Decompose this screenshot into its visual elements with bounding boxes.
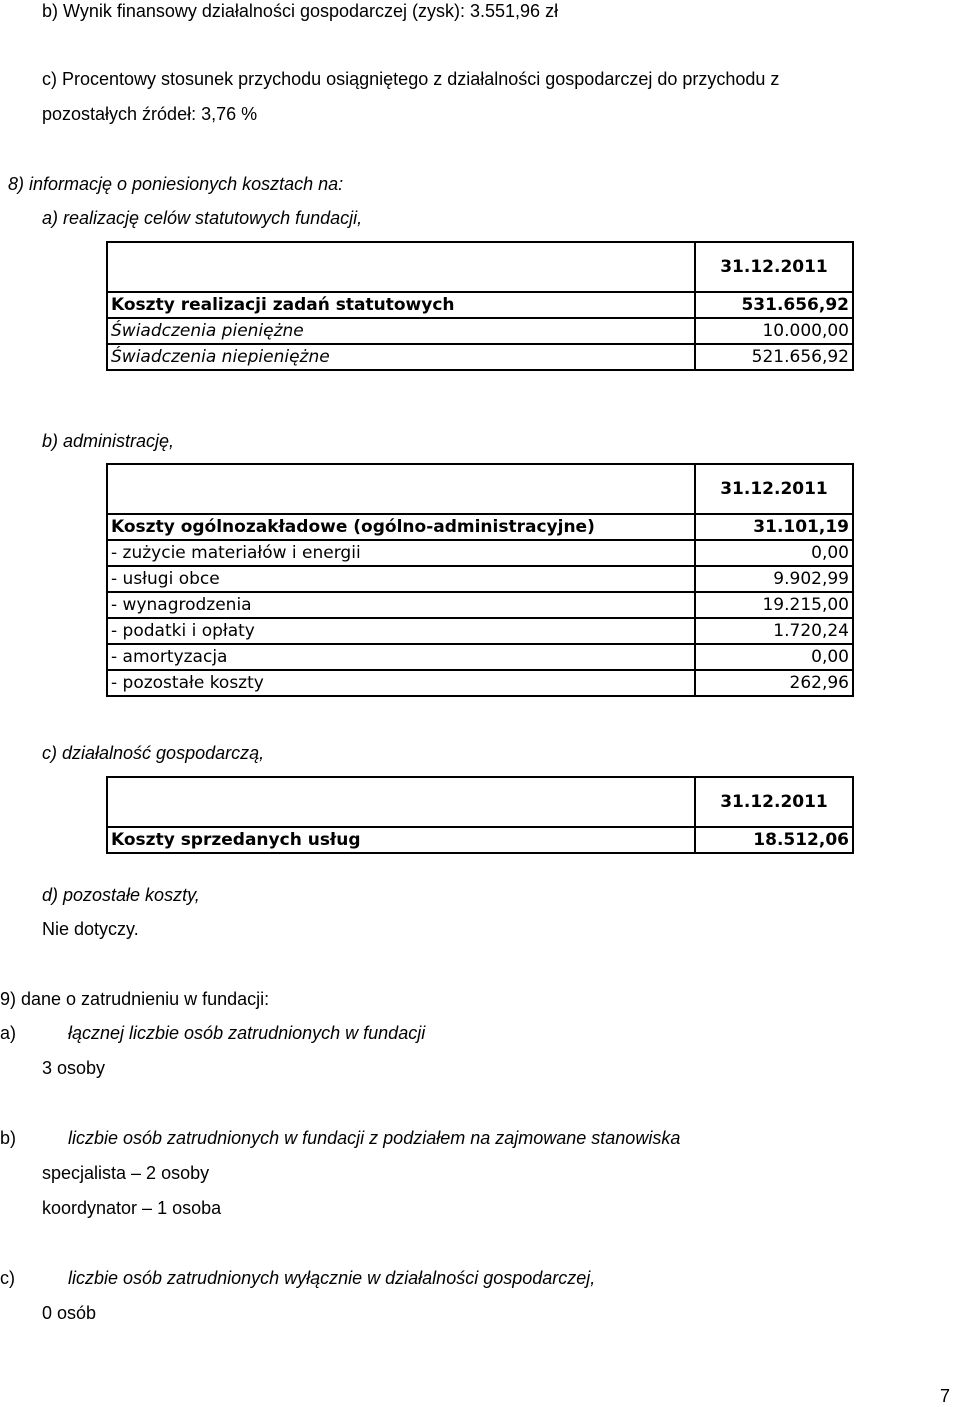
- row-value: 19.215,00: [695, 592, 853, 618]
- row-value: 0,00: [695, 540, 853, 566]
- table-date-header: 31.12.2011: [695, 464, 853, 514]
- table-header-empty: [107, 242, 695, 292]
- section-9b-item-1: specjalista – 2 osoby: [42, 1163, 210, 1183]
- row-value: 9.902,99: [695, 566, 853, 592]
- section-9c-heading: liczbie osób zatrudnionych wyłącznie w działalności gospodarczej,: [68, 1268, 596, 1288]
- statutory-costs-table: [106, 241, 854, 371]
- row-label: Świadczenia niepieniężne: [107, 344, 695, 370]
- row-label: Koszty realizacji zadań statutowych: [107, 292, 695, 318]
- row-label: - amortyzacja: [107, 644, 695, 670]
- row-label: - usługi obce: [107, 566, 695, 592]
- section-8a-heading: a) realizację celów statutowych fundacji,: [42, 208, 363, 228]
- table-row: [107, 592, 853, 618]
- section-8d-text: Nie dotyczy.: [42, 919, 139, 939]
- section-9-heading: 9) dane o zatrudnieniu w fundacji:: [0, 989, 270, 1009]
- row-label: - wynagrodzenia: [107, 592, 695, 618]
- table-row: [107, 344, 853, 370]
- financial-result-line: b) Wynik finansowy działalności gospodarczej (zysk): 3.551,96 zł: [42, 1, 559, 21]
- row-label: - zużycie materiałów i energii: [107, 540, 695, 566]
- row-value: 1.720,24: [695, 618, 853, 644]
- section-8c-heading: c) działalność gospodarczą,: [42, 743, 265, 763]
- row-value: 262,96: [695, 670, 853, 696]
- table-header-empty: [107, 464, 695, 514]
- income-ratio-line-1: c) Procentowy stosunek przychodu osiągniętego z działalności gospodarczej do przychodu z: [42, 69, 780, 89]
- table-date-header: 31.12.2011: [695, 242, 853, 292]
- row-value: 31.101,19: [695, 514, 853, 540]
- table-row: [107, 644, 853, 670]
- table-row: [107, 566, 853, 592]
- page-number: 7: [940, 1386, 951, 1406]
- section-9b-marker: b): [0, 1128, 17, 1148]
- row-label: Koszty sprzedanych usług: [107, 827, 695, 853]
- section-8d-heading: d) pozostałe koszty,: [42, 885, 200, 905]
- administration-costs-table: [106, 463, 854, 697]
- row-value: 531.656,92: [695, 292, 853, 318]
- row-label: - podatki i opłaty: [107, 618, 695, 644]
- section-9b-item-2: koordynator – 1 osoba: [42, 1198, 222, 1218]
- table-row: [107, 827, 853, 853]
- row-value: 10.000,00: [695, 318, 853, 344]
- table-row: [107, 318, 853, 344]
- row-value: 521.656,92: [695, 344, 853, 370]
- sales-costs-table: [106, 776, 854, 854]
- section-9c-value: 0 osób: [42, 1303, 97, 1323]
- section-9a-heading: łącznej liczbie osób zatrudnionych w fundacji: [68, 1023, 426, 1043]
- table-row: [107, 514, 853, 540]
- table-date-header: 31.12.2011: [695, 777, 853, 827]
- table-row: [107, 292, 853, 318]
- table-row: [107, 540, 853, 566]
- table-row: [107, 618, 853, 644]
- section-9a-marker: a): [0, 1023, 17, 1043]
- row-value: 18.512,06: [695, 827, 853, 853]
- table-header-empty: [107, 777, 695, 827]
- section-9c-marker: c): [0, 1268, 15, 1288]
- section-8-heading: 8) informację o poniesionych kosztach na:: [8, 174, 344, 194]
- income-ratio-line-2: pozostałych źródeł: 3,76 %: [42, 104, 258, 124]
- section-9a-value: 3 osoby: [42, 1058, 106, 1078]
- row-label: - pozostałe koszty: [107, 670, 695, 696]
- row-label: Świadczenia pieniężne: [107, 318, 695, 344]
- row-label: Koszty ogólnozakładowe (ogólno-administracyjne): [107, 514, 695, 540]
- section-9b-heading: liczbie osób zatrudnionych w fundacji z podziałem na zajmowane stanowiska: [68, 1128, 681, 1148]
- row-value: 0,00: [695, 644, 853, 670]
- section-8b-heading: b) administrację,: [42, 431, 175, 451]
- table-row: [107, 670, 853, 696]
